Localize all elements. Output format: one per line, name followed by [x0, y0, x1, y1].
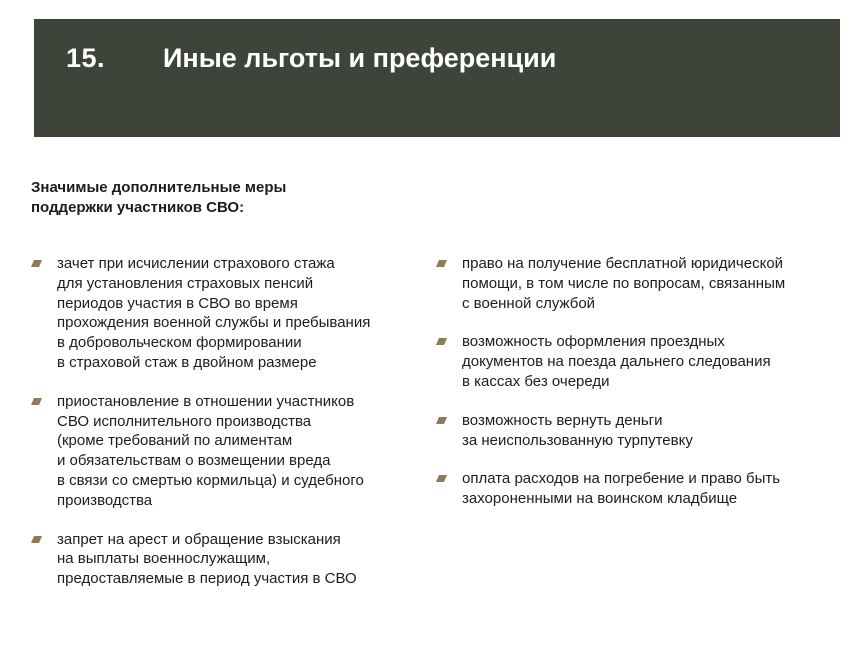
left-benefits-list [31, 254, 431, 589]
bullet-icon [436, 475, 447, 482]
list-item-text: запрет на арест и обращение взыскания на выплаты военнослужащим, предоставляемые в период участия в СВО [57, 530, 357, 588]
bullet-icon [436, 417, 447, 424]
list-item-text: зачет при исчислении страхового стажа для установления страховых пенсий периодов участия в СВО во время прохождения военной службы и пребывания в добровольческом формировании в страховой стаж в двойном размере [57, 255, 371, 371]
list-item [436, 411, 841, 451]
list-item [436, 469, 841, 509]
bullet-icon [436, 260, 447, 267]
bullet-icon [31, 536, 42, 543]
bullet-icon [31, 398, 42, 405]
list-item [31, 530, 431, 589]
list-item-text: приостановление в отношении участников СВО исполнительного производства (кроме требований по алиментам и обязательствам о возмещении вреда в связи со смертью кормильца) и судебного производства [57, 392, 364, 509]
list-item [436, 332, 841, 391]
list-item [31, 392, 431, 511]
list-item [436, 254, 841, 313]
title-banner [34, 19, 840, 137]
list-item-text: оплата расходов на погребение и право быть захороненными на воинском кладбище [462, 470, 781, 508]
right-benefits-list [436, 254, 841, 509]
list-item [31, 254, 431, 373]
page-title: Иные льготы и преференции [163, 43, 557, 73]
list-item-text: возможность вернуть деньги за неиспользованную турпутевку [462, 411, 693, 449]
section-subtitle: Значимые дополнительные меры поддержки участников СВО: [31, 179, 287, 216]
bullet-icon [436, 338, 447, 345]
list-item-text: право на получение бесплатной юридической помощи, в том числе по вопросам, связанным с военной службой [462, 255, 786, 312]
bullet-icon [31, 260, 42, 267]
section-number: 15. [66, 43, 106, 73]
list-item-text: возможность оформления проездных документов на поезда дальнего следования в кассах без очереди [462, 333, 771, 390]
